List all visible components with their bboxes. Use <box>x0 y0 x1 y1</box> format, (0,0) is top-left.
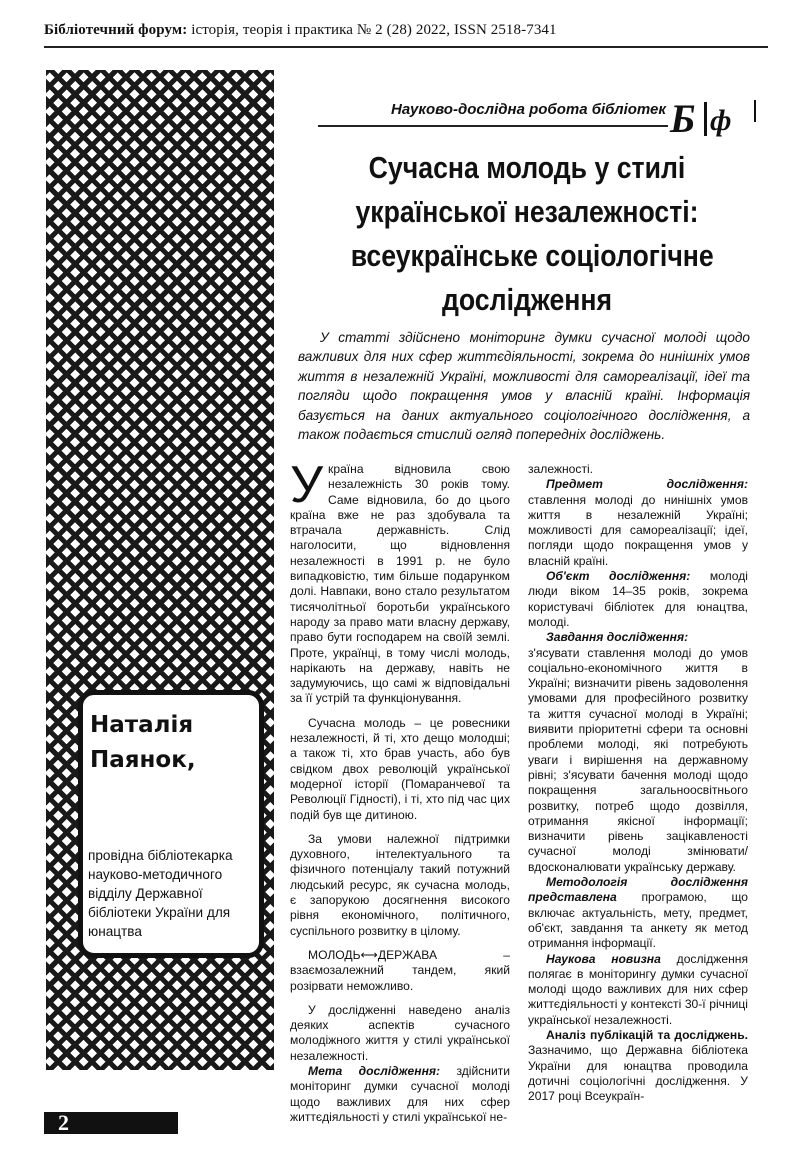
journal-logo-icon <box>668 96 764 140</box>
tasks-label: Завдання дослідження: <box>546 630 689 645</box>
publications-text: Зазначимо, що Державна бібліотека України для юнацтва проводила дотичні соціологічні дослідження. У 2017 році Всеукраїн- <box>528 1043 748 1104</box>
title-line-2: української незалежності: <box>355 194 699 229</box>
logo-letter-1: Б <box>670 96 696 140</box>
abstract: У статті здійснено моніторинг думки сучасної молоді щодо важливих для них сфер життєдіяльності, зокрема до нинішніх умов життя в незалежній Україні, можливості для самореалізації, ідеї та погляди щодо покращення умов у власній країні. Інформація базується на даних актуального соціологічного дослідження, а також подається стислий огляд попередніх досліджень. <box>298 330 750 443</box>
title-line-4: дослідження <box>441 282 613 317</box>
title-line-3: всеукраїнське соціологічне <box>350 238 714 273</box>
paragraph-intro-text: країна відновила свою незалежність 30 років тому. Саме відновила, бо до цього країна вже не раз здобувала та втрачала державність. Слід наголосити, що відновлення незалежності в 1991 р. не було випадковістю, тим більше подарунком долі. Навпаки, воно стало результатом тисячолітньої боротьби українського народу за право мати власну державу, право бути господарем на своїй землі. Проте, українці, в тому числі молодь, нарікають на державу, навіть не задумуючись, що самі ж відповідальні за її устрій та функціонування. <box>290 462 510 706</box>
body-column-2 <box>528 462 748 1104</box>
header-rule <box>44 46 768 48</box>
article-title <box>350 146 714 322</box>
methodology-text: програмою, що включає актуальність, мету, предмет, об'єкт, завдання та анкету як метод отримання інформації. <box>528 890 748 951</box>
title-line-1: Сучасна молодь у стилі <box>368 150 686 185</box>
logo-bar <box>704 102 707 136</box>
author-name <box>90 708 260 778</box>
body-column-1 <box>290 456 510 1125</box>
paragraph-analysis: У дослідженні наведено аналіз деяких аспектів сучасного молодіжного життя у стилі української незалежності. <box>290 1002 510 1063</box>
publications-label: Аналіз публікацій та досліджень. <box>546 1027 748 1042</box>
paragraph-object <box>528 569 748 630</box>
paragraph-novelty <box>528 952 748 1028</box>
logo-tick <box>754 100 756 122</box>
section-rule <box>318 125 668 127</box>
paragraph-continuation: залежності. <box>528 462 594 476</box>
paragraph-methodology <box>528 875 748 951</box>
drop-cap: У <box>290 456 324 514</box>
paragraph-youth: Сучасна молодь – це ровесники незалежності, й ті, хто дещо молодші; а також ті, хто брав участь, або був свідком двох революцій української модерної історії (Помаранчевої та Революції Гідності), і ті, хто під час цих подій був ще дитиною. <box>290 715 510 822</box>
journal-subtitle: історія, теорія і практика № 2 (28) 2022, ISSN 2518-7341 <box>191 22 557 38</box>
page-number: 2 <box>58 1110 69 1135</box>
paragraph-tasks <box>528 630 748 875</box>
tasks-text: з'ясувати ставлення молоді до умов соціально-економічного життя в Україні; визначити рівень задоволення умовами для професійного розвитку та життя сучасної молоді в Україні; виявити пріоритетні сфери та основні проблеми молоді, які потребують уваги і вирішення на державному рівні; з'ясувати бачення молоді щодо покращення загальноосвітнього розвитку, потреб щодо дозвілля, отримання якісної інформації; визначити рівень зацікавленості сучасної молоді змінювати/вдосконалювати українську державу. <box>528 645 748 874</box>
subject-text: ставлення молоді до нинішніх умов життя в незалежній Україні; можливості для самореалізації; ідеї, погляди щодо покращення умов у власній країні. <box>528 492 748 568</box>
subject-label: Предмет дослідження: <box>546 477 748 492</box>
author-affiliation: провідна бібліотекарка науково-методичного відділу Державної бібліотеки України для юнацтва <box>88 848 233 939</box>
paragraph-aim <box>290 1064 510 1125</box>
journal-title: Бібліотечний форум: <box>44 22 188 38</box>
journal-header <box>44 22 764 44</box>
paragraph-tandem: МОЛОДЬ⟷ДЕРЖАВА – взаємозалежний тандем, який розірвати неможливо. <box>290 947 510 993</box>
paragraph-publications <box>528 1028 748 1104</box>
novelty-label: Наукова новизна <box>546 951 661 966</box>
object-text: молоді люди віком 14–35 років, зокрема користувачі бібліотек для юнацтва, молоді. <box>528 569 748 629</box>
object-label: Об'єкт дослідження: <box>546 569 691 584</box>
methodology-label: Методологія дослідження представлена <box>528 875 748 905</box>
paragraph-intro <box>290 456 510 707</box>
aim-text: здійснити моніторинг думки сучасної молоді щодо важливих для них сфер життєдіяльності у стилі української не- <box>290 1063 510 1124</box>
author-name-line2: Паянок, <box>90 747 196 773</box>
paragraph-subject <box>528 477 748 569</box>
paragraph-support: За умови належної підтримки духовного, інтелектуального та фізичного потенціалу такий потужний людський ресурс, як сучасна молодь, є запорукою досягнення високого рівня економічного, політичного, суспільного розвитку в цілому. <box>290 831 510 938</box>
author-name-line1: Наталія <box>90 712 194 738</box>
aim-label: Мета дослідження: <box>308 1063 441 1078</box>
novelty-text: дослідження полягає в моніторингу думки сучасної молоді щодо важливих для них сфер життєдіяльності у контексті 30-ї річниці української незалежності. <box>528 951 748 1027</box>
logo-letter-2: ф <box>710 104 732 137</box>
section-label: Науково-дослідна робота бібліотек <box>391 101 666 118</box>
